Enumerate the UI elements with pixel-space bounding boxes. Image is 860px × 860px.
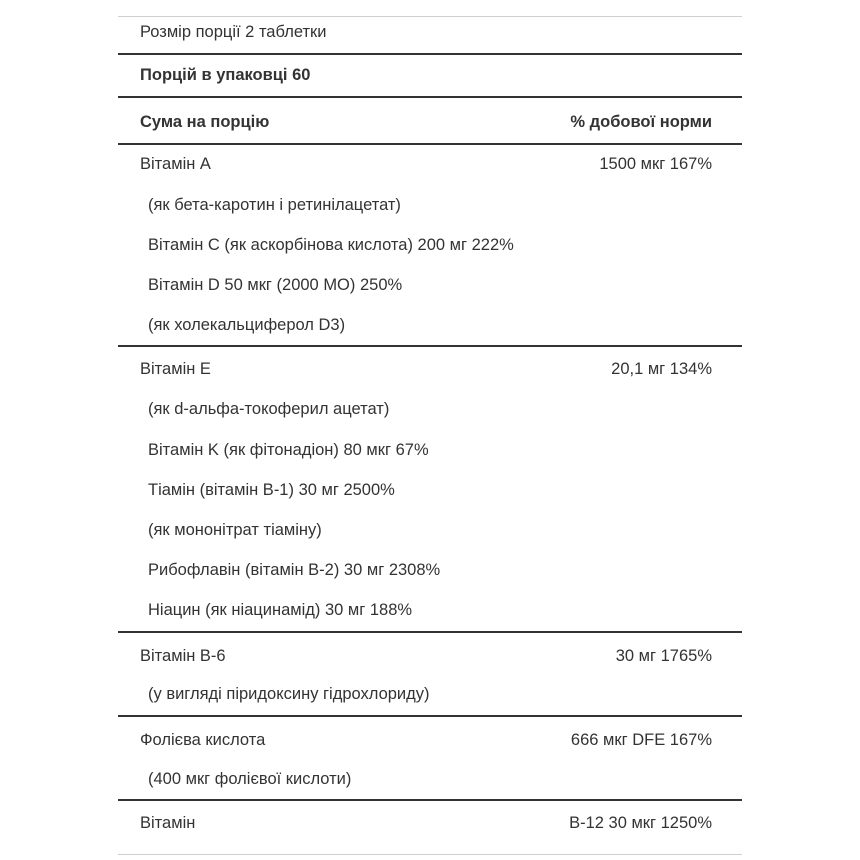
nutrient-detail: (400 мкг фолієвої кислоти) bbox=[148, 770, 352, 788]
nutrient-detail: (як мононітрат тіаміну) bbox=[148, 521, 322, 539]
nutrient-name: Вітамін B-6 bbox=[140, 647, 226, 665]
nutrient-value: 666 мкг DFE 167% bbox=[570, 731, 712, 749]
servings-per-container: Порцій в упаковці 60 bbox=[140, 66, 311, 84]
daily-value-label: % добової норми bbox=[570, 113, 712, 131]
nutrient-detail: Вітамін D 50 мкг (2000 МО) 250% bbox=[148, 276, 403, 294]
nutrient-name: Вітамін A bbox=[140, 155, 211, 173]
nutrient-detail: Тіамін (вітамін B-1) 30 мг 2500% bbox=[148, 481, 395, 499]
nutrient-detail: Вітамін C (як аскорбінова кислота) 200 мг 222% bbox=[148, 236, 514, 254]
divider bbox=[118, 96, 742, 98]
supplement-facts-panel bbox=[118, 0, 742, 860]
divider bbox=[118, 799, 742, 801]
nutrient-name: Вітамін bbox=[140, 814, 196, 832]
nutrient-detail: (як бета-каротин і ретинілацетат) bbox=[148, 196, 401, 214]
divider bbox=[118, 631, 742, 633]
nutrient-value: B-12 30 мкг 1250% bbox=[569, 814, 712, 832]
divider bbox=[118, 143, 742, 145]
nutrient-name: Фолієва кислота bbox=[140, 731, 266, 749]
nutrient-detail: Вітамін K (як фітонадіон) 80 мкг 67% bbox=[148, 441, 429, 459]
nutrient-value: 20,1 мг 134% bbox=[611, 360, 712, 378]
divider bbox=[118, 16, 742, 17]
divider bbox=[118, 53, 742, 55]
nutrient-detail: Рибофлавін (вітамін B-2) 30 мг 2308% bbox=[148, 561, 441, 579]
divider bbox=[118, 715, 742, 717]
nutrient-detail: (як холекальциферол D3) bbox=[148, 316, 346, 334]
nutrient-detail: (у вигляді піридоксину гідрохлориду) bbox=[148, 685, 430, 703]
nutrient-value: 30 мг 1765% bbox=[615, 647, 712, 665]
nutrient-name: Вітамін E bbox=[140, 360, 211, 378]
nutrient-detail: (як d-альфа-токоферил ацетат) bbox=[148, 400, 390, 418]
divider bbox=[118, 854, 742, 855]
divider bbox=[118, 345, 742, 347]
amount-per-serving-label: Сума на порцію bbox=[140, 113, 270, 131]
nutrient-detail: Ніацин (як ніацинамід) 30 мг 188% bbox=[148, 601, 413, 619]
nutrient-value: 1500 мкг 167% bbox=[599, 155, 712, 173]
serving-size: Розмір порції 2 таблетки bbox=[140, 23, 327, 41]
